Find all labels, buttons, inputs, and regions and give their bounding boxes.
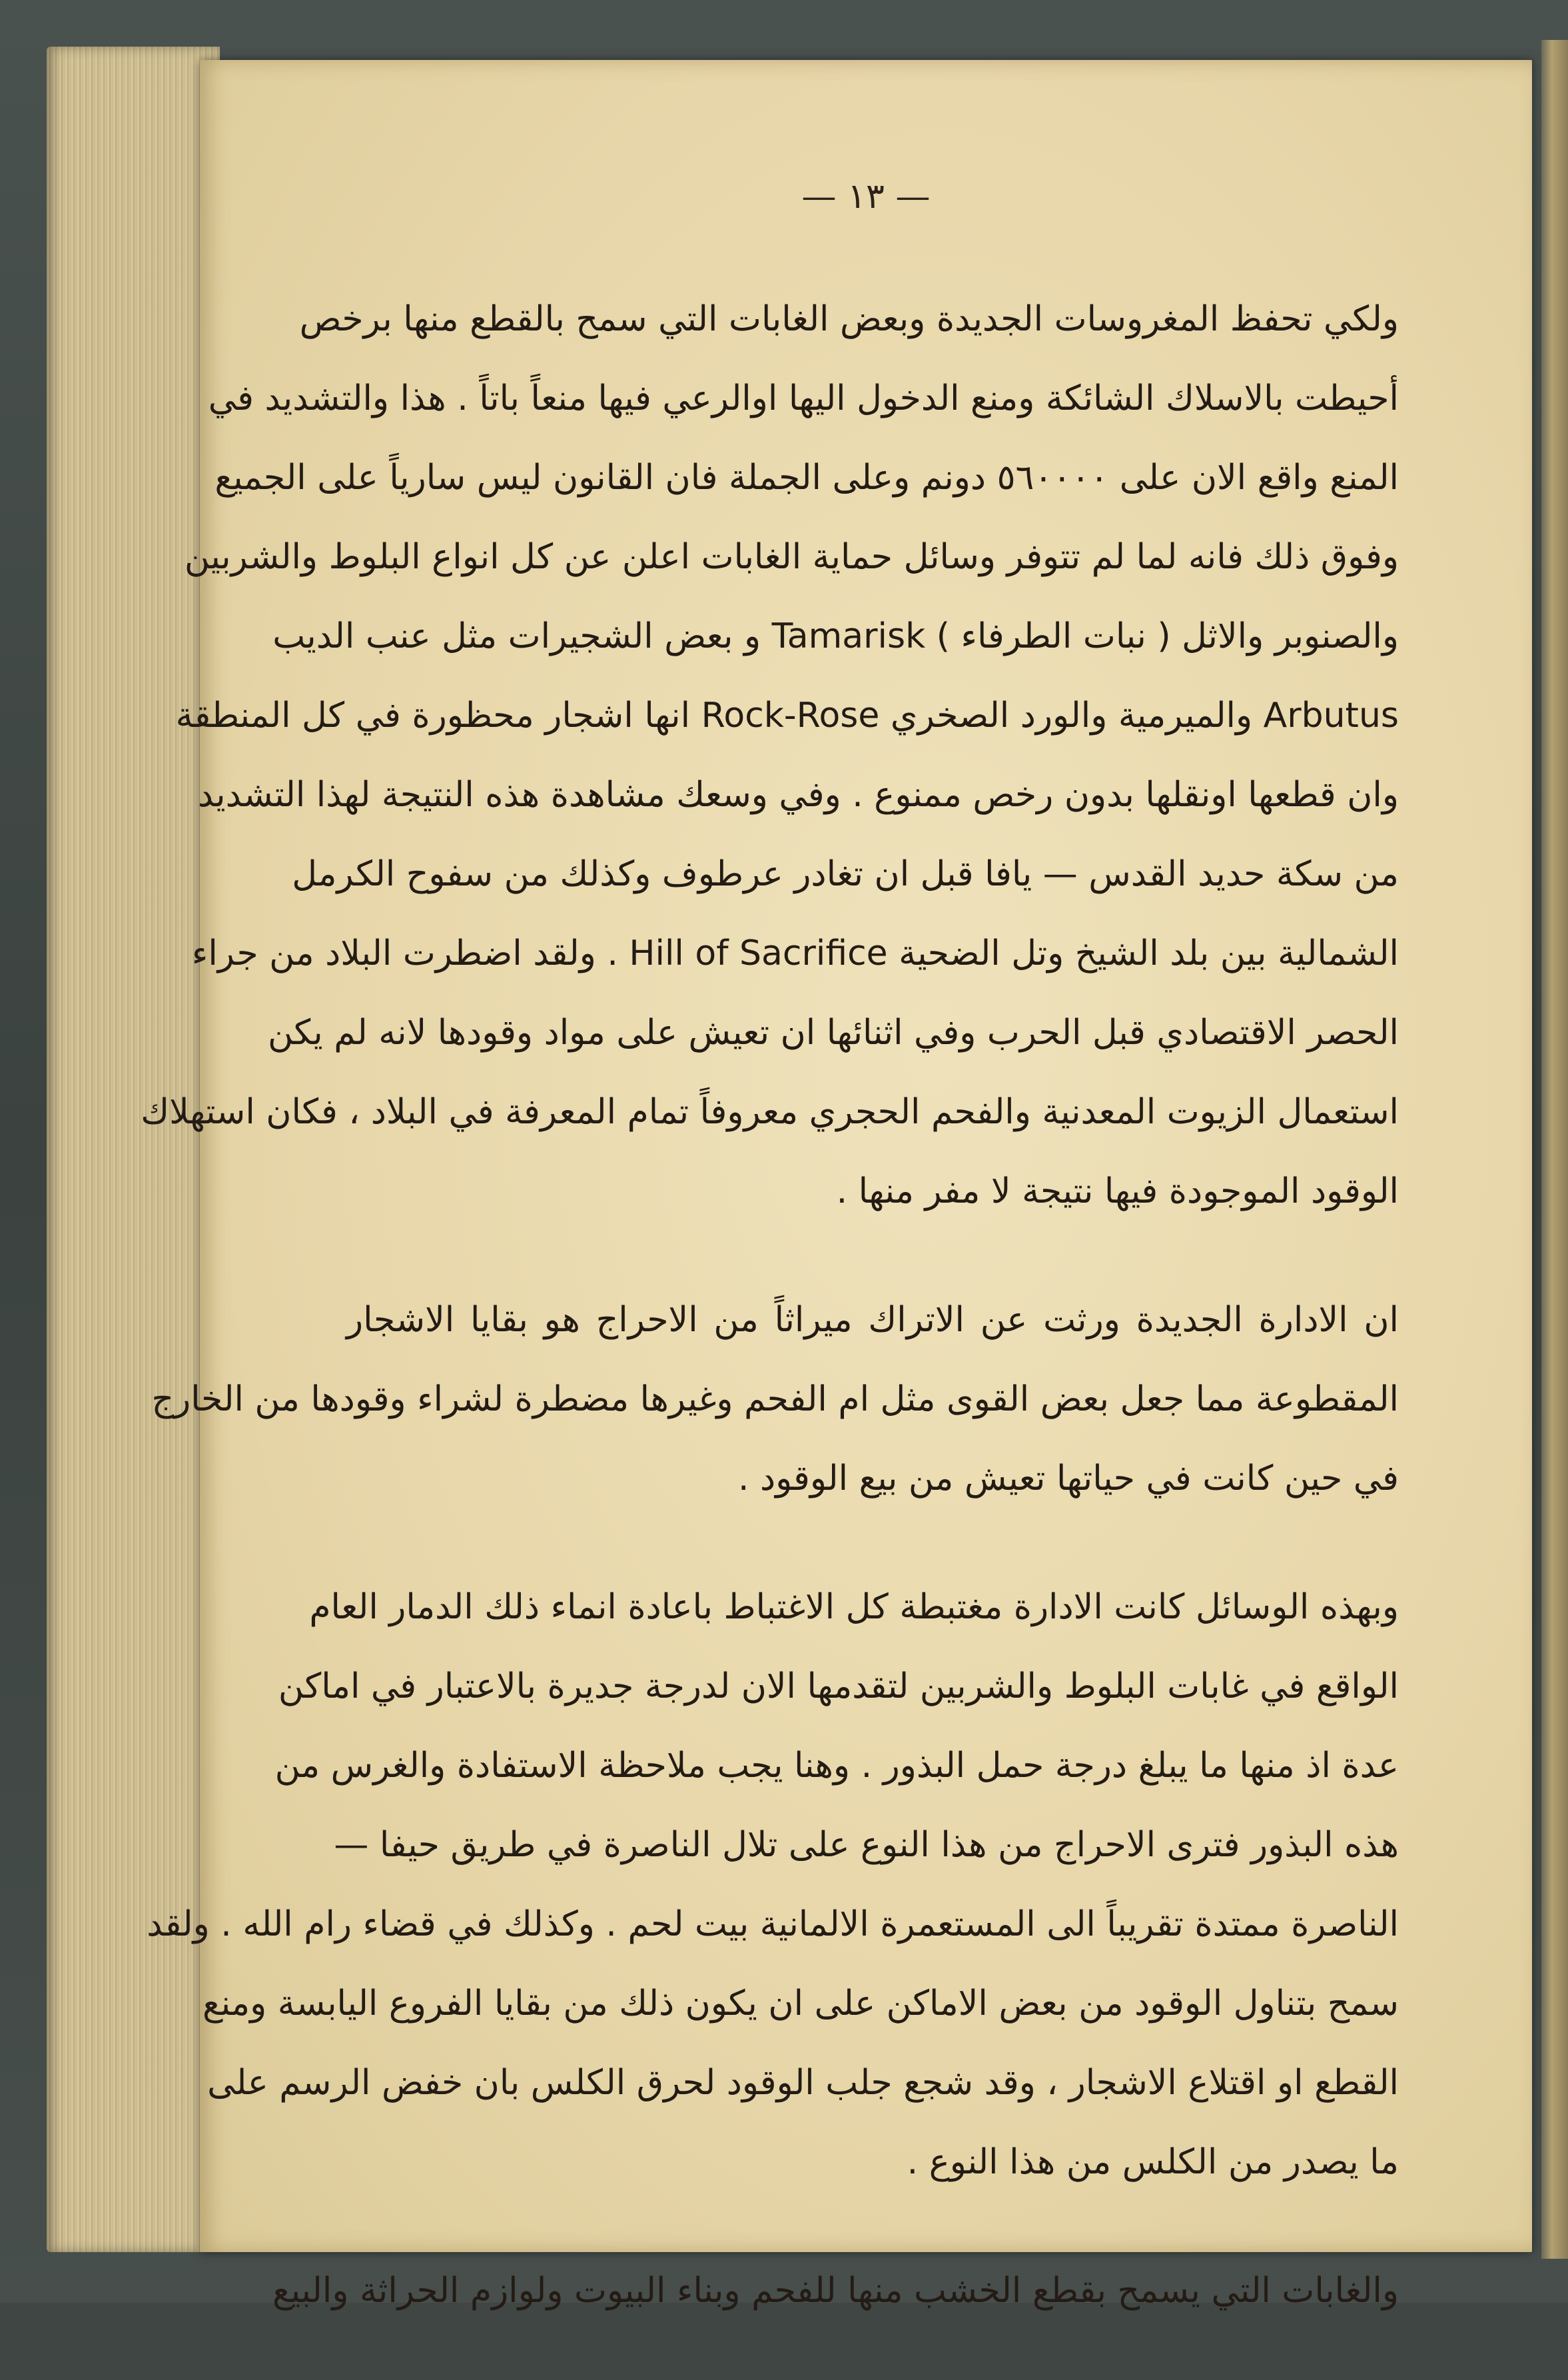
text-line: من سكة حديد القدس — يافا قبل ان تغادر عرطوف وكذلك من سفوح الكرمل xyxy=(292,854,1399,894)
text-line: والغابات التي يسمح بقطع الخشب منها للفحم وبناء البيوت ولوازم الحراثة والبيع xyxy=(272,2271,1399,2311)
text-line: Arbutus والميرمية والورد الصخري Rock-Rose انها اشجار محظورة في كل المنطقة xyxy=(175,696,1399,736)
text-line: هذه البذور فترى الاحراج من هذا النوع على تلال الناصرة في طريق حيفا — xyxy=(334,1825,1399,1865)
text-line: الحصر الاقتصادي قبل الحرب وفي اثنائها ان تعيش على مواد وقودها لانه لم يكن xyxy=(267,1013,1399,1053)
text-line: والصنوبر والاثل ( نبات الطرفاء ) Tamarisk و بعض الشجيرات مثل عنب الديب xyxy=(272,616,1399,656)
paragraph xyxy=(147,1568,1399,2202)
text-line: أحيطت بالاسلاك الشائكة ومنع الدخول اليها اوالرعي فيها منعاً باتاً . هذا والتشديد في xyxy=(208,378,1399,418)
text-line: استعمال الزيوت المعدنية والفحم الحجري معروفاً تمام المعرفة في البلاد ، فكان استهلاك xyxy=(141,1092,1399,1132)
text-line: سمح بتناول الوقود من بعض الاماكن على ان يكون ذلك من بقايا الفروع اليابسة ومنع xyxy=(202,1984,1399,2024)
page-number: — ١٣ — xyxy=(801,177,931,217)
paragraph xyxy=(141,280,1399,1231)
text-line: وفوق ذلك فانه لما لم تتوفر وسائل حماية الغابات اعلن عن كل انواع البلوط والشربين xyxy=(184,537,1399,577)
text-line: القطع او اقتلاع الاشجار ، وقد شجع جلب الوقود لحرق الكلس بان خفض الرسم على xyxy=(207,2063,1399,2103)
paragraph xyxy=(272,2251,1399,2331)
text-line: ولكي تحفظ المغروسات الجديدة وبعض الغابات التي سمح بالقطع منها برخص xyxy=(299,299,1399,339)
text-line: وبهذه الوسائل كانت الادارة مغتبطة كل الاغتباط باعادة انماء ذلك الدمار العام xyxy=(309,1587,1399,1627)
page-body xyxy=(141,280,1399,2380)
text-line: ان الادارة الجديدة ورثت عن الاتراك ميراثاً من الاحراج هو بقايا الاشجار xyxy=(346,1300,1399,1340)
text-line: عدة اذ منها ما يبلغ درجة حمل البذور . وهنا يجب ملاحظة الاستفادة والغرس من xyxy=(274,1746,1399,1786)
text-line: في حين كانت في حياتها تعيش من بيع الوقود . xyxy=(737,1459,1399,1498)
text-line: المنع واقع الان على ٥٦٠٠٠٠ دونم وعلى الجملة فان القانون ليس سارياً على الجميع xyxy=(214,458,1399,498)
paragraph xyxy=(151,1281,1399,1518)
text-line: المقطوعة مما جعل بعض القوى مثل ام الفحم وغيرها مضطرة لشراء وقودها من الخارج xyxy=(151,1379,1399,1419)
text-line: الواقع في غابات البلوط والشربين لتقدمها الان لدرجة جديرة بالاعتبار في اماكن xyxy=(278,1666,1399,1706)
text-line: الناصرة ممتدة تقريباً الى المستعمرة الالمانية بيت لحم . وكذلك في قضاء رام الله . ولقد xyxy=(147,1904,1399,1944)
text-line: الوقود الموجودة فيها نتيجة لا مفر منها . xyxy=(836,1171,1399,1211)
text-line: وان قطعها اونقلها بدون رخص ممنوع . وفي وسعك مشاهدة هذه النتيجة لهذا التشديد xyxy=(197,775,1399,815)
book-page xyxy=(141,60,1532,2311)
next-page-edge xyxy=(1541,40,1568,2259)
text-line: الشمالية بين بلد الشيخ وتل الضحية Hill of Sacrifice . ولقد اضطرت البلاد من جراء xyxy=(191,933,1399,973)
text-line: ما يصدر من الكلس من هذا النوع . xyxy=(907,2142,1399,2182)
